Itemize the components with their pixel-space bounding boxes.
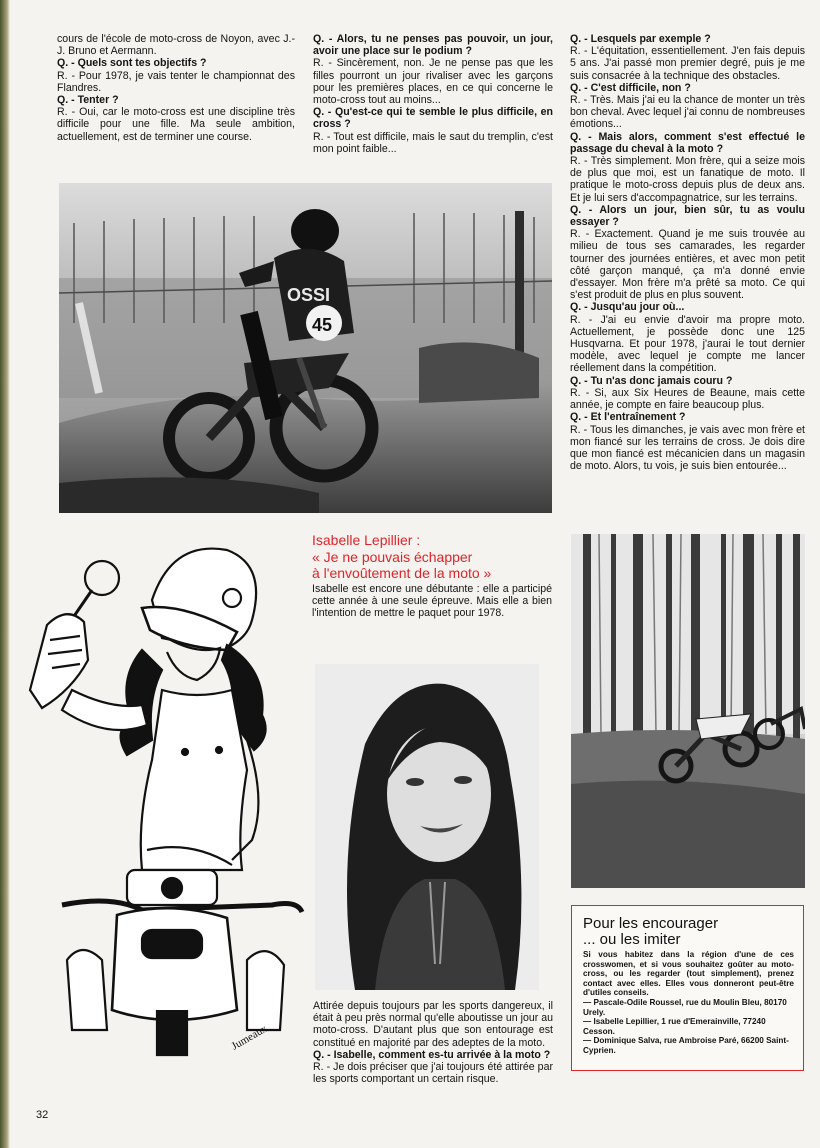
box-title-2: ... ou les imiter [583, 931, 681, 948]
column-3-text [570, 33, 805, 472]
interview-answer: R. - Si, aux Six Heures de Beaune, mais cette année, je compte en faire beaucoup plus. [570, 386, 805, 412]
interview-question: Q. - Alors, tu ne penses pas pouvoir, un jour, avoir une place sur le podium ? [313, 33, 553, 58]
interview-answer: R. - Oui, car le moto-cross est une discipline très difficile pour une fille. Ma seule ambition, actuellement, est de terminer une course. [57, 106, 295, 143]
interview-answer: R. - Très simplement. Mon frère, qui a seize mois de plus que moi, est un fanatique de moto. Il pratique le moto-cross depuis plus de deux ans. Et je lui sers d'accompagnatrice, sur les terrains. [570, 155, 805, 204]
interview-answer: Attirée depuis toujours par les sports dangereux, il était à peu près normal qu'elle aboutisse un jour au moto-cross. D'autant plus que son entourage est constitué en majorité par des adeptes de la moto. [313, 1000, 553, 1049]
contact-box [571, 905, 804, 1071]
rider-jersey-text: OSSI [287, 285, 331, 305]
feature-quote-line2: à l'envoûtement de la moto » [312, 565, 492, 581]
woods-photo [571, 534, 805, 888]
interview-question: Q. - Tu n'as donc jamais couru ? [570, 374, 733, 387]
interview-answer: R. - L'équitation, essentiellement. J'en fais depuis 5 ans. J'ai passé mon premier degré, puis je me suis consacrée à la technique des obstacles. [570, 45, 805, 82]
interview-question: Q. - Quels sont tes objectifs ? [57, 57, 207, 70]
interview-answer: cours de l'école de moto-cross de Noyon, avec J.-J. Bruno et Aermann. [57, 33, 295, 58]
interview-question: Q. - Alors un jour, bien sûr, tu as voulu essayer ? [570, 203, 805, 229]
interview-question: Q. - C'est difficile, non ? [570, 81, 691, 94]
interview-question: Q. - Mais alors, comment s'est effectué le passage du cheval à la moto ? [570, 130, 805, 155]
column-2-text [313, 33, 553, 155]
column-1-text [57, 33, 295, 143]
box-entry: — Isabelle Lepillier, 1 rue d'Emerainville, 77240 Cesson. [583, 1017, 766, 1036]
interview-answer: R. - Exactement. Quand je me suis trouvée au milieu de tous ses camarades, les regarder tourner des journées entières, et avec mon petit côté garçon manqué, ça m'a donné envie d'essayer. Mon frère m'a prêté sa moto. Ce qui s'est produit de plus en plus souvent. [570, 228, 805, 302]
interview-answer: R. - Sincèrement, non. Je ne pense pas que les filles pourront un jour rivaliser avec les garçons pour les premières places, en ce qui concerne le moto-cross tout au moins... [313, 57, 553, 107]
interview-answer: R. - Je dois préciser que j'ai toujours été attirée par les sports comportant un certain risque. [313, 1061, 553, 1086]
feature-title [312, 532, 552, 582]
cartoon-illustration [22, 540, 312, 1060]
column-2-bottom-text [313, 1000, 553, 1085]
race-number: 45 [312, 315, 333, 335]
interview-answer: R. - Tout est difficile, mais le saut du tremplin, c'est mon point faible... [313, 130, 553, 155]
box-title-1: Pour les encourager [583, 915, 719, 932]
interview-answer: R. - J'ai eu envie d'avoir ma propre moto. Actuellement, je possède donc une 125 Husqvarna. Et pour 1978, j'aurai le tout dernier modèle, avec lequel je compte me lancer réellement dans la compétition. [570, 313, 805, 375]
page-number: 32 [36, 1109, 49, 1121]
interview-answer: R. - Très. Mais j'ai eu la chance de monter un très bon cheval. Avec lequel j'ai connu de nombreuses émotions... [570, 94, 805, 131]
page-edge [0, 0, 10, 1148]
portrait-photo [315, 664, 539, 990]
box-text: Si vous habitez dans la région d'une de ces crosswomen, et si vous souhaitez goûter au moto-cross, ou les regarder (tout simplement), prenez contact avec elles. Elles vous donneront peut-être d'utiles conseils. [583, 950, 794, 998]
cartoon-signature: Jumeaux [229, 1022, 270, 1053]
motocross-photo [59, 183, 552, 513]
interview-question: Q. - Qu'est-ce qui te semble le plus difficile, en cross ? [313, 106, 553, 131]
interview-question: Q. - Jusqu'au jour où... [570, 301, 685, 314]
interview-answer: R. - Tous les dimanches, je vais avec mon frère et mon fiancé sur les terrains de cross. Je dois dire que mon fiancé est mécanicien dans un magasin de moto. Alors, tu vois, je suis bien entourée... [570, 423, 805, 473]
feature-intro: Isabelle est encore une débutante : elle a participé cette année à une seule épreuve. Mais elle a bien l'intention de mettre le paquet pour 1978. [312, 583, 552, 620]
interview-question: Q. - Tenter ? [57, 94, 119, 107]
interview-question: Q. - Isabelle, comment es-tu arrivée à la moto ? [313, 1048, 551, 1061]
box-entry: — Dominique Salva, rue Ambroise Paré, 66200 Saint-Cyprien. [583, 1036, 789, 1055]
interview-question: Q. - Lesquels par exemple ? [570, 33, 711, 45]
interview-question: Q. - Et l'entraînement ? [570, 411, 686, 424]
feature-quote-line1: « Je ne pouvais échapper [312, 548, 473, 565]
interview-answer: R. - Pour 1978, je vais tenter le championnat des Flandres. [57, 69, 295, 94]
feature-name: Isabelle Lepillier : [312, 532, 421, 548]
box-entry: — Pascale-Odile Roussel, rue du Moulin Bleu, 80170 Urely. [583, 997, 787, 1017]
